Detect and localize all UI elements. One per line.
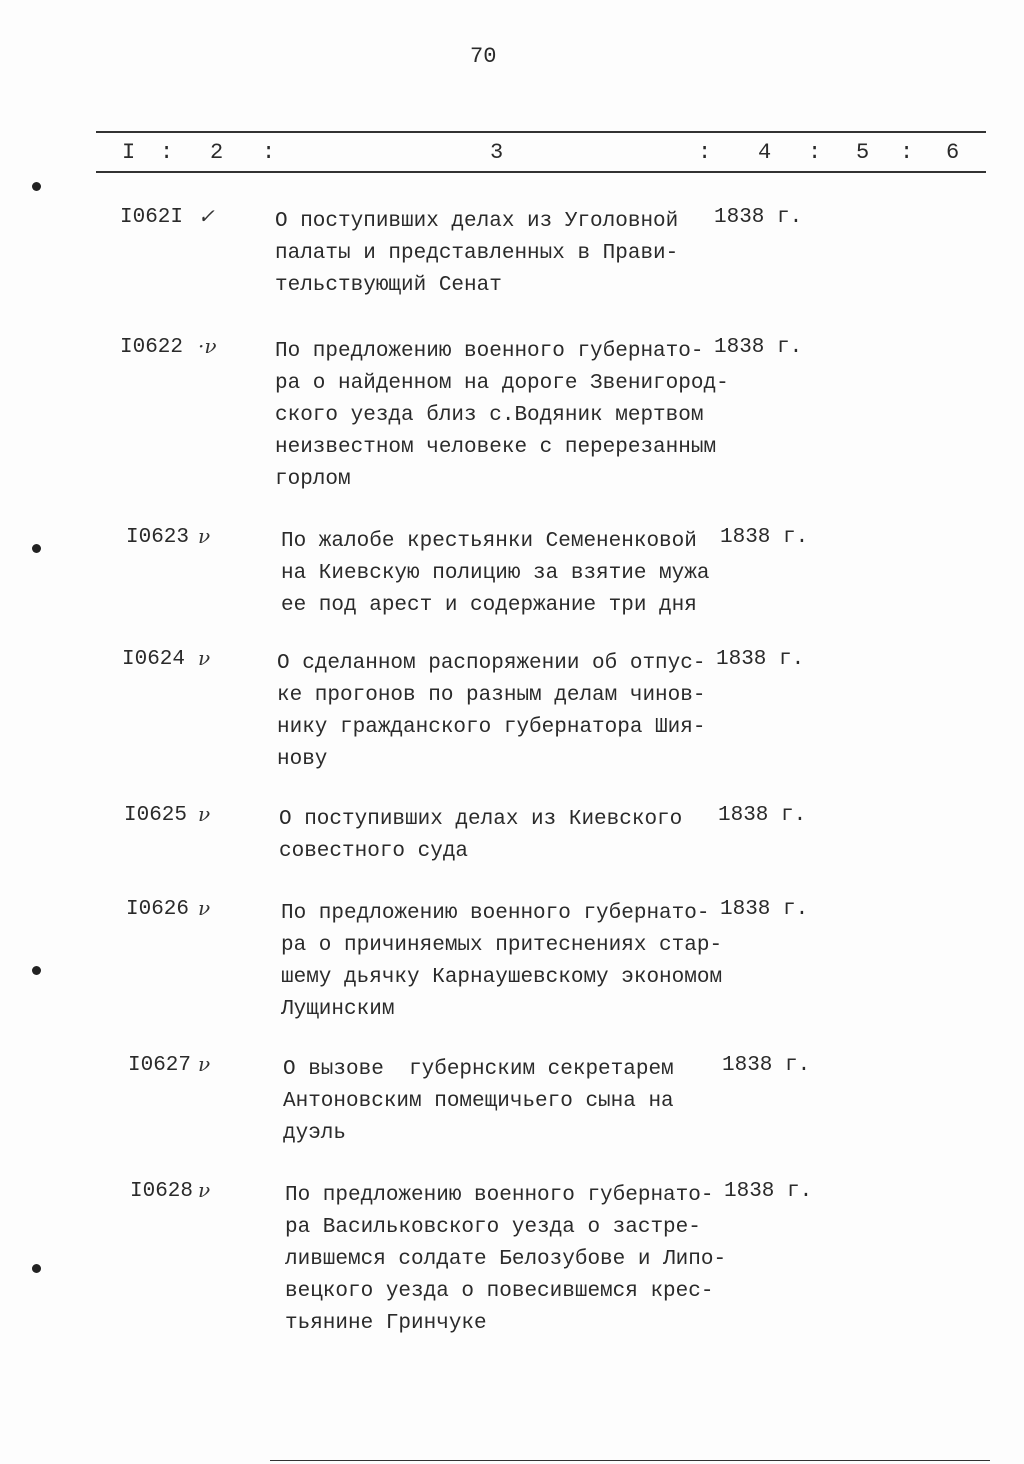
case-year: 1838 г. [720,526,809,549]
case-title-line: неизвестном человеке с перерезанным [275,436,717,459]
bottom-rule [270,1460,990,1461]
case-title-line: тьянине Гринчуке [285,1312,487,1335]
case-number: I0626 [126,898,190,921]
case-year: 1838 г. [720,898,809,921]
case-title [279,804,682,868]
col-sep: : [808,140,822,165]
case-title [275,336,729,496]
page-number: 70 [470,44,497,69]
case-year: 1838 г. [714,336,803,359]
col-6: 6 [946,140,960,165]
punch-hole [32,544,41,553]
case-year: 1838 г. [714,206,803,229]
case-title-line: По предложению военного губернато- [281,902,710,925]
case-title-line: лившемся солдате Белозубове и Липо- [285,1248,727,1271]
case-number: I0628 [130,1180,194,1203]
case-title-line: нику гражданского губернатора Шия- [277,716,706,739]
case-year: 1838 г. [718,804,807,827]
case-title-line: О поступивших делах из Киевского [279,808,683,831]
case-year: 1838 г. [722,1054,811,1077]
case-title-line: горлом [275,468,351,491]
case-year: 1838 г. [716,648,805,671]
case-title-line: дуэль [283,1122,347,1145]
case-title [285,1180,726,1340]
case-title-line: вецкого уезда о повесившемся крес- [285,1280,714,1303]
case-title [283,1054,674,1150]
case-title [277,648,705,776]
check-mark-icon: ν [198,524,211,548]
case-title-line: палаты и представленных в Прави- [275,242,679,265]
case-number: I062I [120,206,184,229]
case-title-line: Антоновским помещичьего сына на [283,1090,674,1113]
case-title [281,898,722,1026]
punch-hole [32,966,41,975]
col-1: I [122,140,136,165]
case-title [281,526,709,622]
case-title-line: ра Васильковского уезда о застре- [285,1216,701,1239]
case-title-line: Лущинским [281,998,395,1021]
col-sep: : [698,140,712,165]
case-number: I0624 [122,648,186,671]
case-title-line: ского уезда близ с.Водяник мертвом [275,404,704,427]
case-title-line: шему дьячку Карнаушевскому экономом [281,966,723,989]
check-mark-icon: ν [198,646,211,670]
punch-hole [32,182,41,191]
case-number: I0623 [126,526,190,549]
col-4: 4 [758,140,772,165]
case-title-line: О вызове губернским секретарем [283,1058,674,1081]
col-2: 2 [210,140,224,165]
col-5: 5 [856,140,870,165]
check-mark-icon: ·ν [198,334,217,358]
case-title-line: ее под арест и содержание три дня [281,594,697,617]
case-number: I0622 [120,336,184,359]
col-3: 3 [490,140,504,165]
case-title-line: По жалобе крестьянки Семененковой [281,530,697,553]
punch-hole [32,1264,41,1273]
check-mark-icon: ν [198,1052,211,1076]
header-top-rule [96,131,986,133]
case-title-line: По предложению военного губернато- [285,1184,714,1207]
case-number: I0627 [128,1054,192,1077]
check-mark-icon: ✓ [198,204,215,228]
col-sep: : [900,140,914,165]
case-title-line: О поступивших делах из Уголовной [275,210,679,233]
check-mark-icon: ν [198,1178,211,1202]
case-title-line: ра о найденном на дороге Звенигород- [275,372,729,395]
case-title-line: По предложению военного губернато- [275,340,704,363]
check-mark-icon: ν [198,896,211,920]
case-year: 1838 г. [724,1180,813,1203]
case-number: I0625 [124,804,188,827]
case-title-line: нову [277,748,328,771]
case-title [275,206,678,302]
case-title-line: О сделанном распоряжении об отпус- [277,652,706,675]
check-mark-icon: ν [198,802,211,826]
col-sep: : [160,140,174,165]
case-title-line: ке прогонов по разным делам чинов- [277,684,706,707]
col-sep: : [262,140,276,165]
header-bottom-rule [96,171,986,173]
case-title-line: на Киевскую полицию за взятие мужа [281,562,710,585]
case-title-line: ра о причиняемых притеснениях стар- [281,934,723,957]
case-title-line: тельствующий Сенат [275,274,502,297]
case-title-line: совестного суда [279,840,469,863]
